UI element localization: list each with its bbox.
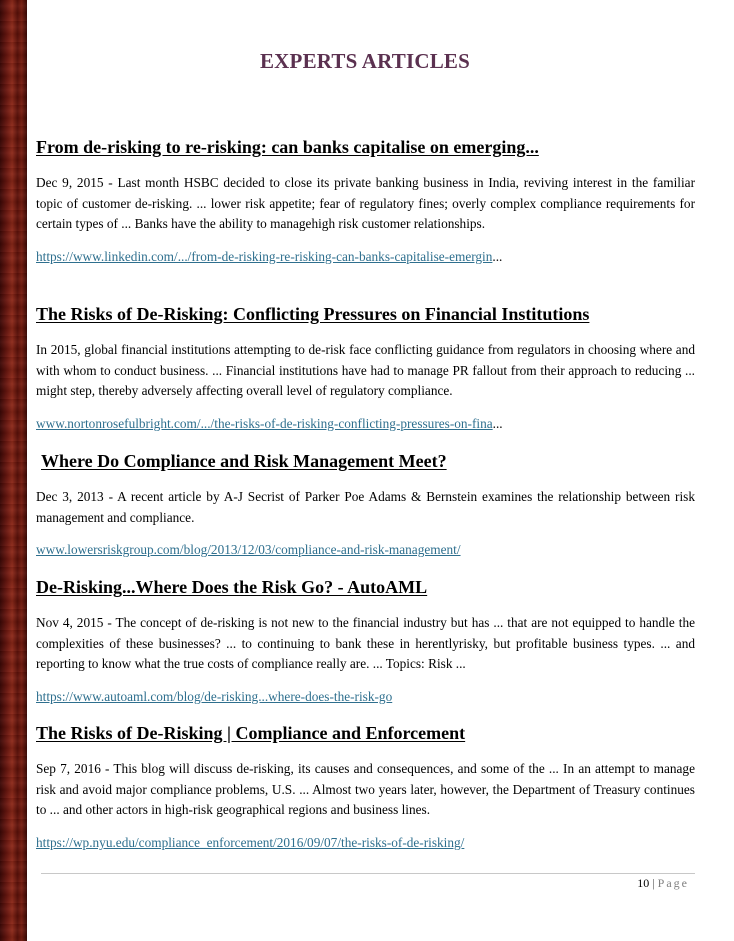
article-5 [36, 722, 695, 852]
link-ellipsis: ... [492, 248, 503, 264]
article-1 [36, 136, 695, 266]
article-snippet: Dec 9, 2015 - Last month HSBC decided to close its private banking business in India, reviving interest in the familiar topic of customer de-risking. ... lower risk appetite; fear of regulatory fines; overly complex compliance requirements for certain types of ... Banks have the ability to managehigh risk customer relationships. [36, 175, 695, 232]
article-link[interactable]: www.nortonrosefulbright.com/.../the-risks-of-de-risking-conflicting-pressures-on-fina [36, 415, 493, 431]
article-link[interactable]: www.lowersriskgroup.com/blog/2013/12/03/compliance-and-risk-management/ [36, 542, 461, 558]
article-link[interactable]: https://www.linkedin.com/.../from-de-risking-re-risking-can-banks-capitalise-emergin [36, 248, 493, 264]
article-title: Where Do Compliance and Risk Management Meet? [41, 451, 447, 471]
link-ellipsis: ... [492, 415, 503, 431]
article-3 [36, 450, 695, 559]
article-link-line [36, 415, 695, 433]
article-title: From de-risking to re-risking: can banks capitalise on emerging... [36, 137, 539, 157]
article-link[interactable]: https://wp.nyu.edu/compliance_enforcement/2016/09/07/the-risks-of-de-risking/ [36, 834, 465, 850]
page-footer [637, 876, 689, 891]
article-snippet: Sep 7, 2016 - This blog will discuss de-risking, its causes and consequences, and some of the ... In an attempt to manage risk and avoid major compliance problems, U.S. ... Almost two years later, however, the Department of Treasury continues to ... and other actors in high-risk geographical regions and business lines. [36, 761, 695, 818]
article-4 [36, 576, 695, 706]
article-title: De-Risking...Where Does the Risk Go? - AutoAML [36, 577, 428, 597]
article-2 [36, 303, 695, 433]
article-snippet: Dec 3, 2013 - A recent article by A-J Secrist of Parker Poe Adams & Bernstein examines the relationship between risk management and compliance. [36, 489, 695, 525]
page-label: Page [657, 876, 689, 890]
article-link-line [36, 248, 695, 266]
decorative-side-bar [0, 0, 27, 941]
page-number: 10 [637, 876, 650, 890]
footer-divider [41, 873, 695, 874]
article-link[interactable]: https://www.autoaml.com/blog/de-risking...where-does-the-risk-go [36, 688, 393, 704]
article-title: The Risks of De-Risking | Compliance and Enforcement [36, 723, 466, 743]
article-snippet: In 2015, global financial institutions attempting to de-risk face conflicting guidance from regulators in choosing where and with whom to conduct business. ... Financial institutions have had to manage PR fallout from their approach to reducing ... might step, thereby adversely affecting overall level of regulatory compliance. [36, 342, 695, 399]
article-link-line [36, 688, 695, 706]
article-link-line [36, 541, 695, 559]
page-title: EXPERTS ARTICLES [259, 49, 471, 73]
article-title: The Risks of De-Risking: Conflicting Pressures on Financial Institutions [36, 304, 590, 324]
article-link-line [36, 834, 695, 852]
article-snippet: Nov 4, 2015 - The concept of de-risking is not new to the financial industry but has ... that are not equipped to handle the complexities of these businesses? ... to continuing to bank these in herentlyrisky, but profitable business types. ... and reporting to know what the true costs of compliance really are. ... Topics: Risk ... [36, 615, 695, 672]
footer-separator: | [652, 876, 655, 890]
